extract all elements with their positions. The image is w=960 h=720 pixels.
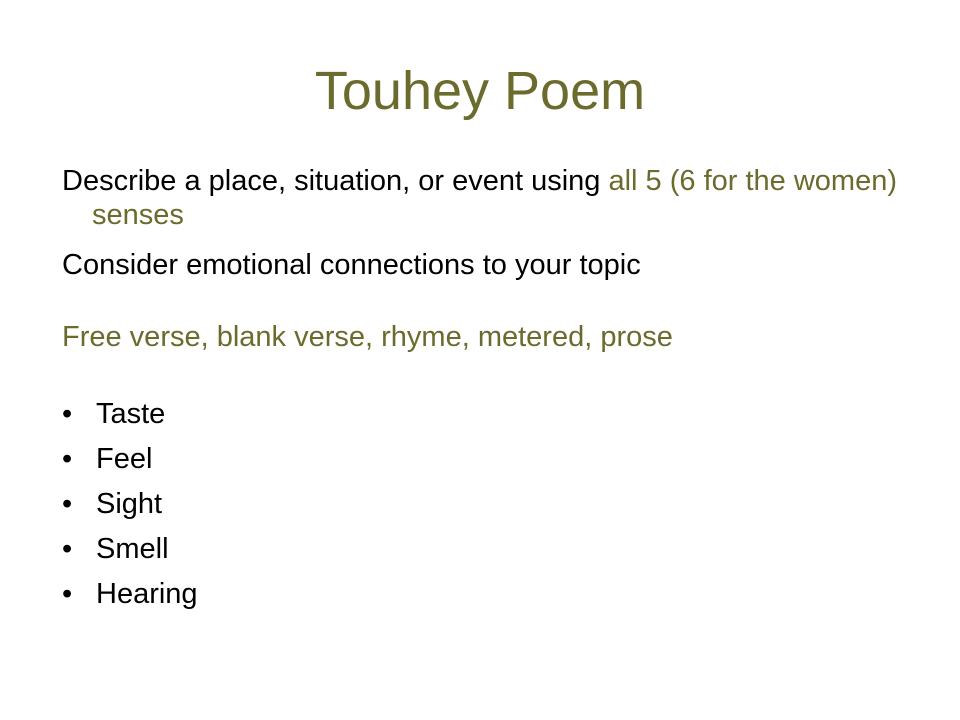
- list-item: [62, 482, 922, 527]
- bullet-icon: •: [62, 488, 73, 520]
- forms-paragraph: Free verse, blank verse, rhyme, metered, prose: [62, 321, 673, 353]
- describe-paragraph: [62, 164, 922, 232]
- bullet-icon: •: [62, 398, 73, 430]
- bullet-icon: •: [62, 443, 73, 475]
- bullet-icon: •: [62, 578, 73, 610]
- sense-label: Smell: [96, 533, 169, 565]
- list-item: [62, 527, 922, 572]
- bullet-icon: •: [62, 533, 73, 565]
- list-item: [62, 392, 922, 437]
- list-item: [62, 437, 922, 482]
- slide-body: [62, 164, 922, 617]
- list-item: [62, 572, 922, 617]
- slide-title: Touhey Poem: [314, 61, 646, 121]
- describe-lead-text: Describe a place, situation, or event using: [62, 165, 609, 197]
- sense-label: Feel: [96, 443, 153, 475]
- sense-label: Hearing: [96, 578, 198, 610]
- consider-paragraph: Consider emotional connections to your topic: [62, 249, 641, 281]
- sense-label: Sight: [96, 488, 163, 520]
- senses-highlight-text: all 5 (6 for the women) senses: [92, 165, 897, 231]
- senses-list: [62, 392, 922, 617]
- sense-label: Taste: [96, 398, 166, 430]
